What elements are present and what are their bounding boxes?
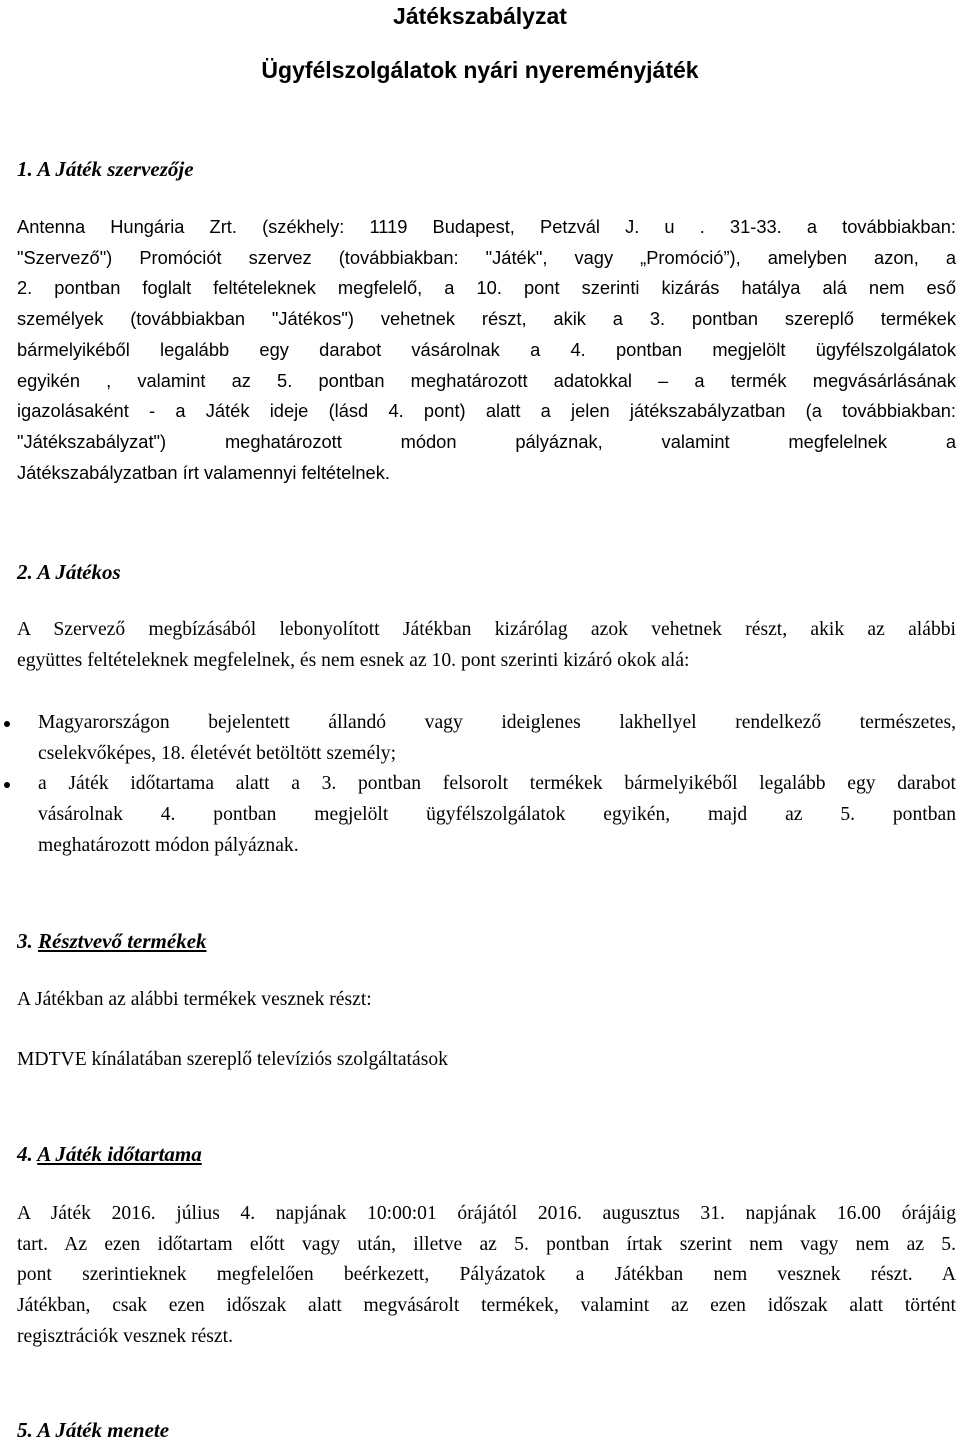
section-4-heading [17, 1141, 202, 1167]
text-line: cselekvőképes, 18. életévét betöltött személy; [38, 742, 397, 764]
text-line: személyek (továbbiakban "Játékos") vehetnek részt, akik a 3. pontban szereplő termékek [17, 308, 956, 330]
document-subtitle: Ügyfélszolgálatok nyári nyereményjáték [261, 57, 699, 83]
text-line: A Játék 2016. július 4. napjának 10:00:01 órájától 2016. augusztus 31. napjának 16.00 órájáig [17, 1203, 956, 1224]
list-item [0, 708, 956, 769]
text-line: meghatározott módon pályáznak. [38, 834, 299, 856]
eligibility-list [0, 708, 960, 862]
section-3-heading [17, 928, 207, 954]
text-line: egyikén , valamint az 5. pontban meghatározott adatokkal – a termék megvásárlásának [17, 369, 956, 391]
text-line: a Játék időtartama alatt a 3. pontban felsorolt termékek bármelyikéből legalább egy darabot [38, 773, 956, 795]
text-line: A Játékban az alábbi termékek vesznek részt: [17, 989, 372, 1010]
text-line: Magyarországon bejelentett állandó vagy ideiglenes lakhellyel rendelkező természetes, [38, 712, 956, 733]
section-3-text [17, 985, 956, 1016]
text-line: vásárolnak 4. pontban megjelölt ügyfélszolgálatok egyikén, majd az 5. pontban [38, 804, 956, 826]
text-line: Játékszabályzatban írt valamennyi feltételnek. [17, 461, 390, 483]
text-line: igazolásaként - a Játék ideje (lásd 4. pont) alatt a jelen játékszabályzatban (a továbbiakban: [17, 400, 956, 422]
section-5-heading [17, 1417, 169, 1443]
section-title: A Játék szervezője [37, 157, 194, 181]
section-title: A Játék időtartama [37, 1142, 202, 1166]
text-line: tart. Az ezen időtartam előtt vagy után, illetve az 5. pontban írtak szerint nem vagy nem az 5. [17, 1233, 956, 1255]
section-number: 4. [17, 1142, 33, 1166]
list-item [0, 769, 956, 861]
text-line: "Szervező") Promóciót szervez (továbbiakban: "Játék", vagy „Promóció”), amelyben azon, a [17, 246, 956, 268]
text-line: 2. pontban foglalt feltételeknek megfelelő, a 10. pont szerinti kizárás hatálya alá nem eső [17, 277, 956, 299]
text-line: pont szerintieknek megfelelően beérkezett, Pályázatok a Játékban nem vesznek részt. A [17, 1264, 956, 1286]
section-2-intro [17, 615, 956, 676]
text-line: A Szervező megbízásából lebonyolított Játékban kizárólag azok vehetnek részt, akik az alábbi [17, 619, 956, 640]
text-line: regisztrációk vesznek részt. [17, 1325, 233, 1347]
document-title: Játékszabályzat [393, 3, 567, 29]
text-line: MDTVE kínálatában szereplő televíziós szolgáltatások [17, 1049, 448, 1070]
section-number: 2. [17, 560, 33, 584]
section-4-body [17, 1199, 956, 1353]
text-line: együttes feltételeknek megfelelnek, és nem esnek az 10. pont szerinti kizáró okok alá: [17, 649, 690, 671]
section-number: 1. [17, 157, 33, 181]
section-title: A Játékos [37, 560, 121, 584]
text-line: "Játékszabályzat") meghatározott módon pályáznak, valamint megfelelnek a [17, 430, 956, 452]
section-1-body [17, 212, 956, 488]
product-text [17, 1045, 956, 1076]
bullet-icon [4, 782, 10, 788]
section-title: A Játék menete [37, 1418, 170, 1442]
bullet-icon [4, 721, 10, 727]
section-1-heading [17, 156, 194, 182]
text-line: Játékban, csak ezen időszak alatt megvásárolt termékek, valamint az ezen időszak alatt történt [17, 1295, 956, 1317]
section-number: 3. [17, 929, 33, 953]
section-number: 5. [17, 1418, 33, 1442]
text-line: bármelyikéből legalább egy darabot vásárolnak a 4. pontban megjelölt ügyfélszolgálatok [17, 338, 956, 360]
text-line: Antenna Hungária Zrt. (székhely: 1119 Budapest, Petzvál J. u . 31-33. a továbbiakban: [17, 216, 956, 237]
section-title: Résztvevő termékek [38, 929, 207, 953]
section-2-heading [17, 559, 121, 585]
